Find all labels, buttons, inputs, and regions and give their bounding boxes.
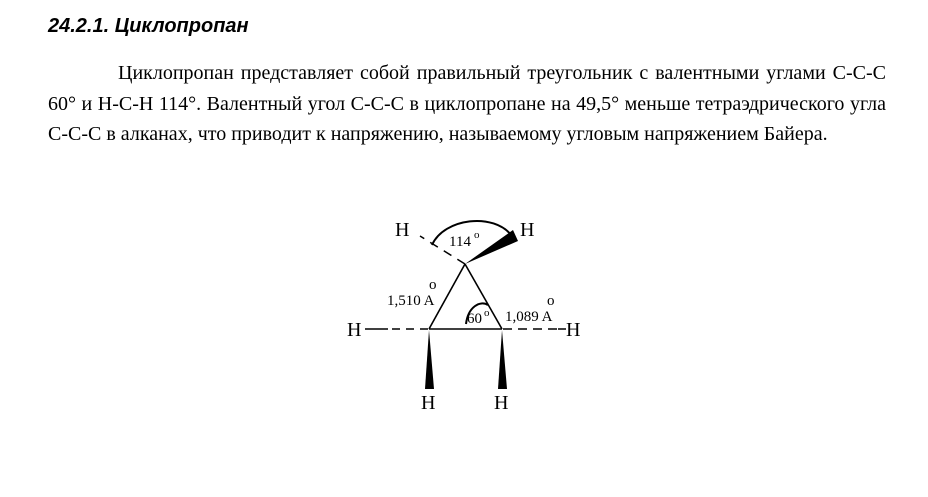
atom-h-left: H	[347, 319, 362, 341]
atom-h-bottom-left: H	[421, 392, 436, 414]
bond-right-wedge	[498, 330, 507, 389]
bond-left-wedge	[425, 330, 434, 389]
atom-h-top-right: H	[520, 219, 535, 241]
label-angle-ccc-degree: o	[484, 307, 490, 319]
label-bond-ch-ring: o	[547, 293, 555, 309]
section-heading: 24.2.1. Циклопропан	[48, 15, 249, 37]
label-angle-hch-degree: o	[474, 229, 480, 241]
atom-h-right: H	[566, 319, 581, 341]
body-paragraph: Циклопропан представляет собой правильный треугольник с валентными углами С-С-С 60° и Н-С-Н 114°. Валентный угол С-С-С в циклопропане на 49,5° меньше тетраэдрического угла С-С-С в алканах, что приводит к напряжению, называемому угловым напряжением Байера.	[48, 62, 886, 145]
atom-h-bottom-right: H	[494, 392, 509, 414]
label-bond-ch: 1,089 A	[505, 309, 553, 325]
cyclopropane-diagram	[330, 205, 600, 420]
label-angle-ccc: 60	[467, 311, 482, 327]
label-bond-cc: 1,510 A	[387, 293, 435, 309]
label-bond-cc-ring: o	[429, 277, 437, 293]
atom-h-top-left: H	[395, 219, 410, 241]
label-angle-hch: 114	[449, 234, 471, 250]
